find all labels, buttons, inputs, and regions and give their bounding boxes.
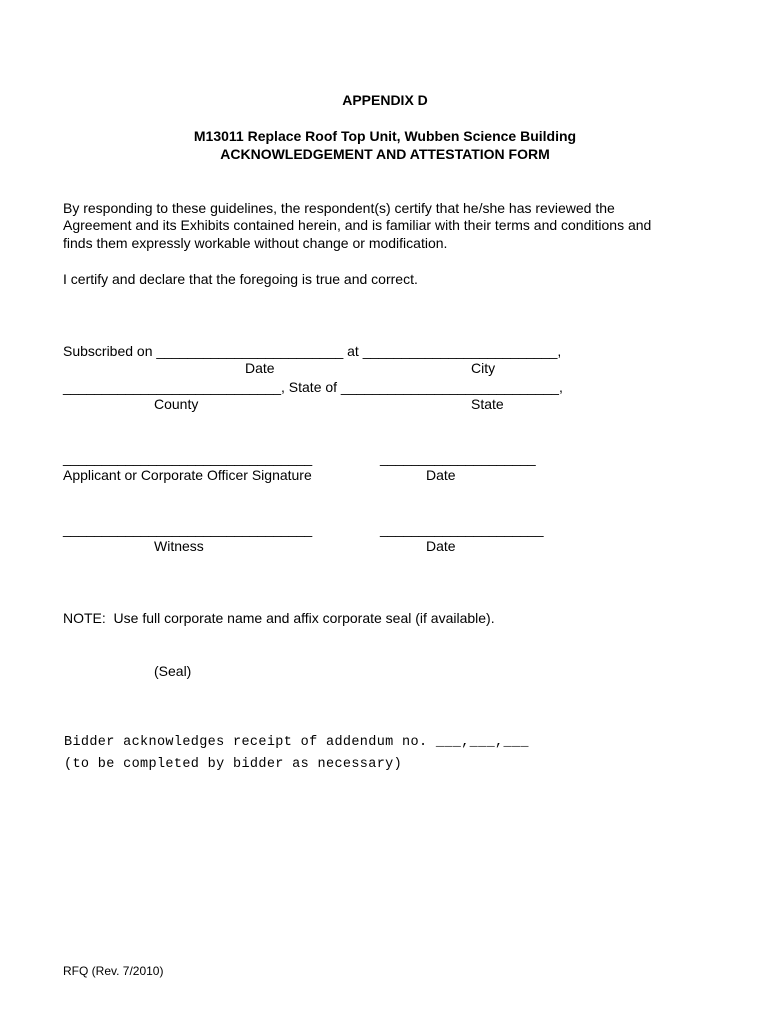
county-state-line: ____________________________, State of ____________________________, (63, 379, 563, 395)
witness-date-label: Date (426, 538, 456, 554)
county-label: County (154, 396, 199, 412)
applicant-signature-label: Applicant or Corporate Officer Signature (63, 467, 312, 483)
applicant-date-line: ____________________ (380, 450, 536, 466)
form-title: ACKNOWLEDGEMENT AND ATTESTATION FORM (220, 146, 550, 162)
witness-signature-line: ________________________________ (63, 521, 313, 537)
addendum-acknowledgement: Bidder acknowledges receipt of addendum no. ___,___,___ (64, 735, 529, 750)
paragraph-line-3: finds them expressly workable without change or modification. (63, 235, 448, 251)
addendum-instruction: (to be completed by bidder as necessary) (64, 757, 403, 772)
date-label: Date (245, 360, 275, 376)
project-title: M13011 Replace Roof Top Unit, Wubben Science Building (193, 128, 577, 144)
certify-statement: I certify and declare that the foregoing is true and correct. (63, 271, 418, 287)
seal-placeholder: (Seal) (154, 663, 192, 679)
state-label: State (471, 396, 504, 412)
revision-footer: RFQ (Rev. 7/2010) (63, 964, 164, 978)
corporate-seal-note: NOTE: Use full corporate name and affix corporate seal (if available). (63, 610, 495, 626)
city-label: City (471, 360, 496, 376)
applicant-date-label: Date (426, 467, 456, 483)
witness-date-line: _____________________ (380, 521, 544, 537)
paragraph-line-2: Agreement and its Exhibits contained herein, and is familiar with their terms and conditions and (63, 217, 652, 233)
subscribed-line: Subscribed on ________________________ at _________________________, (63, 343, 562, 359)
appendix-heading: APPENDIX D (342, 92, 428, 108)
applicant-signature-line: ________________________________ (63, 450, 313, 466)
witness-label: Witness (154, 538, 204, 554)
paragraph-line-1: By responding to these guidelines, the respondent(s) certify that he/she has reviewed the (63, 200, 615, 216)
